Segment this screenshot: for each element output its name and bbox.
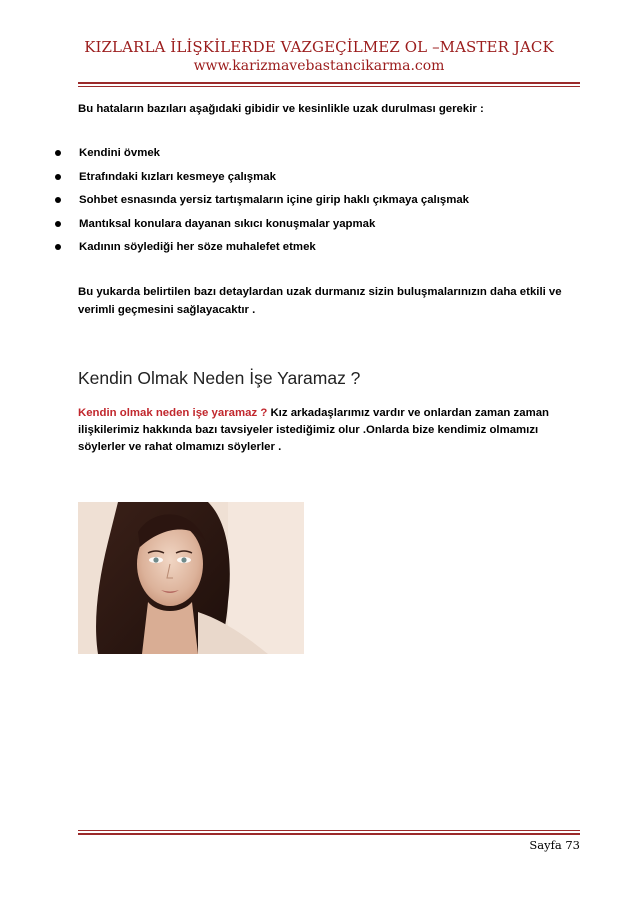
list-item-text: Mantıksal konulara dayanan sıkıcı konuşmalar yapmak [79, 217, 376, 230]
page-number: Sayfa 73 [529, 838, 580, 852]
footer-divider [78, 833, 580, 835]
section-body-text: Kız arkadaşlarımız vardır ve onlardan zaman zaman ilişkilerimiz hakkında bazı tavsiyeler istediğimiz olur .Onlarda bize kendimiz olmamızı söylerler ve rahat olmamızı söylerler . [78, 407, 549, 453]
bullet-icon [55, 221, 61, 227]
list-item-text: Sohbet esnasında yersiz tartışmaların içine girip haklı çıkmaya çalışmak [79, 194, 469, 206]
list-item-text: Etrafındaki kızları kesmeye çalışmak [79, 170, 276, 183]
header-website: www.karizmavebastancikarma.com [193, 58, 445, 74]
bullet-icon [55, 174, 61, 180]
list-item-text: Kadının söylediği her söze muhalefet etmek [79, 241, 316, 253]
bullet-icon [55, 150, 61, 156]
bullet-icon [55, 197, 61, 203]
bullet-icon [55, 244, 61, 250]
list-item [50, 193, 590, 217]
mistakes-list [50, 146, 590, 264]
portrait-illustration [78, 502, 304, 654]
section-lead-phrase: Kendin olmak neden işe yaramaz ? [78, 407, 268, 419]
list-item [50, 217, 590, 241]
portrait-photo [78, 502, 304, 654]
footer-divider-thin [78, 830, 580, 831]
header-divider [78, 82, 580, 84]
section-paragraph [78, 405, 578, 456]
list-item [50, 146, 590, 170]
section-heading: Kendin Olmak Neden İşe Yaramaz ? [78, 368, 361, 388]
header-divider-thin [78, 86, 580, 87]
header-title: KIZLARLA İLİŞKİLERDE VAZGEÇİLMEZ OL –MASTER JACK [84, 38, 554, 56]
list-item [50, 240, 590, 264]
list-item-text: Kendini övmek [79, 147, 161, 159]
intro-paragraph: Bu hataların bazıları aşağıdaki gibidir ve kesinlikle uzak durulması gerekir : [78, 103, 484, 115]
list-item [50, 170, 590, 194]
closing-paragraph: Bu yukarda belirtilen bazı detaylardan uzak durmanız sizin buluşmalarınızın daha etkili ve verimli geçmesini sağlayacaktır . [78, 286, 562, 316]
